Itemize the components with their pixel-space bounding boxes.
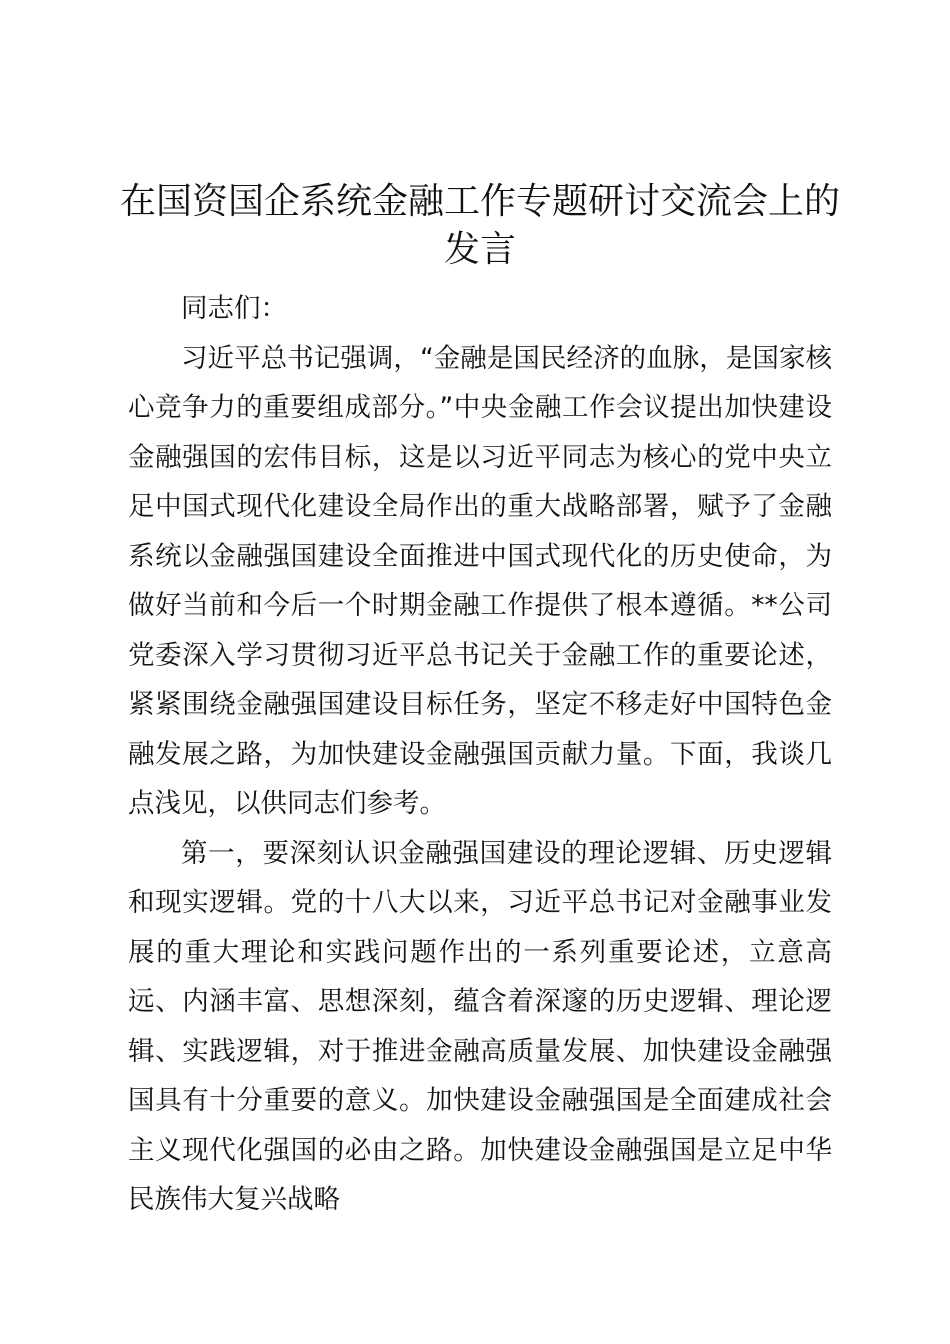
salutation: 同志们： (181, 293, 287, 324)
document-body (128, 284, 832, 1225)
paragraph: 习近平总书记强调，“金融是国民经济的血脉，是国家核心竞争力的重要组成部分。”中央金融工作会议提出加快建设金融强国的宏伟目标，这是以习近平同志为核心的党中央立足中国式现代化建设全局作出的重大战略部署，赋予了金融系统以金融强国建设全面推进中国式现代化的历史使命，为做好当前和今后一个时期金融工作提供了根本遵循。**公司党委深入学习贯彻习近平总书记关于金融工作的重要论述，紧紧围绕金融强国建设目标任务，坚定不移走好中国特色金融发展之路，为加快建设金融强国贡献力量。下面，我谈几点浅见，以供同志们参考。 (128, 342, 832, 819)
paragraph: 第一，要深刻认识金融强国建设的理论逻辑、历史逻辑和现实逻辑。党的十八大以来，习近平总书记对金融事业发展的重大理论和实践问题作出的一系列重要论述，立意高远、内涵丰富、思想深刻，蕴含着深邃的历史逻辑、理论逻辑、实践逻辑，对于推进金融高质量发展、加快建设金融强国具有十分重要的意义。加快建设金融强国是全面建成社会主义现代化强国的必由之路。加快建设金融强国是立足中华民族伟大复兴战略 (128, 837, 832, 1215)
document-title: 在国资国企系统金融工作专题研讨交流会上的发言 (119, 181, 840, 270)
